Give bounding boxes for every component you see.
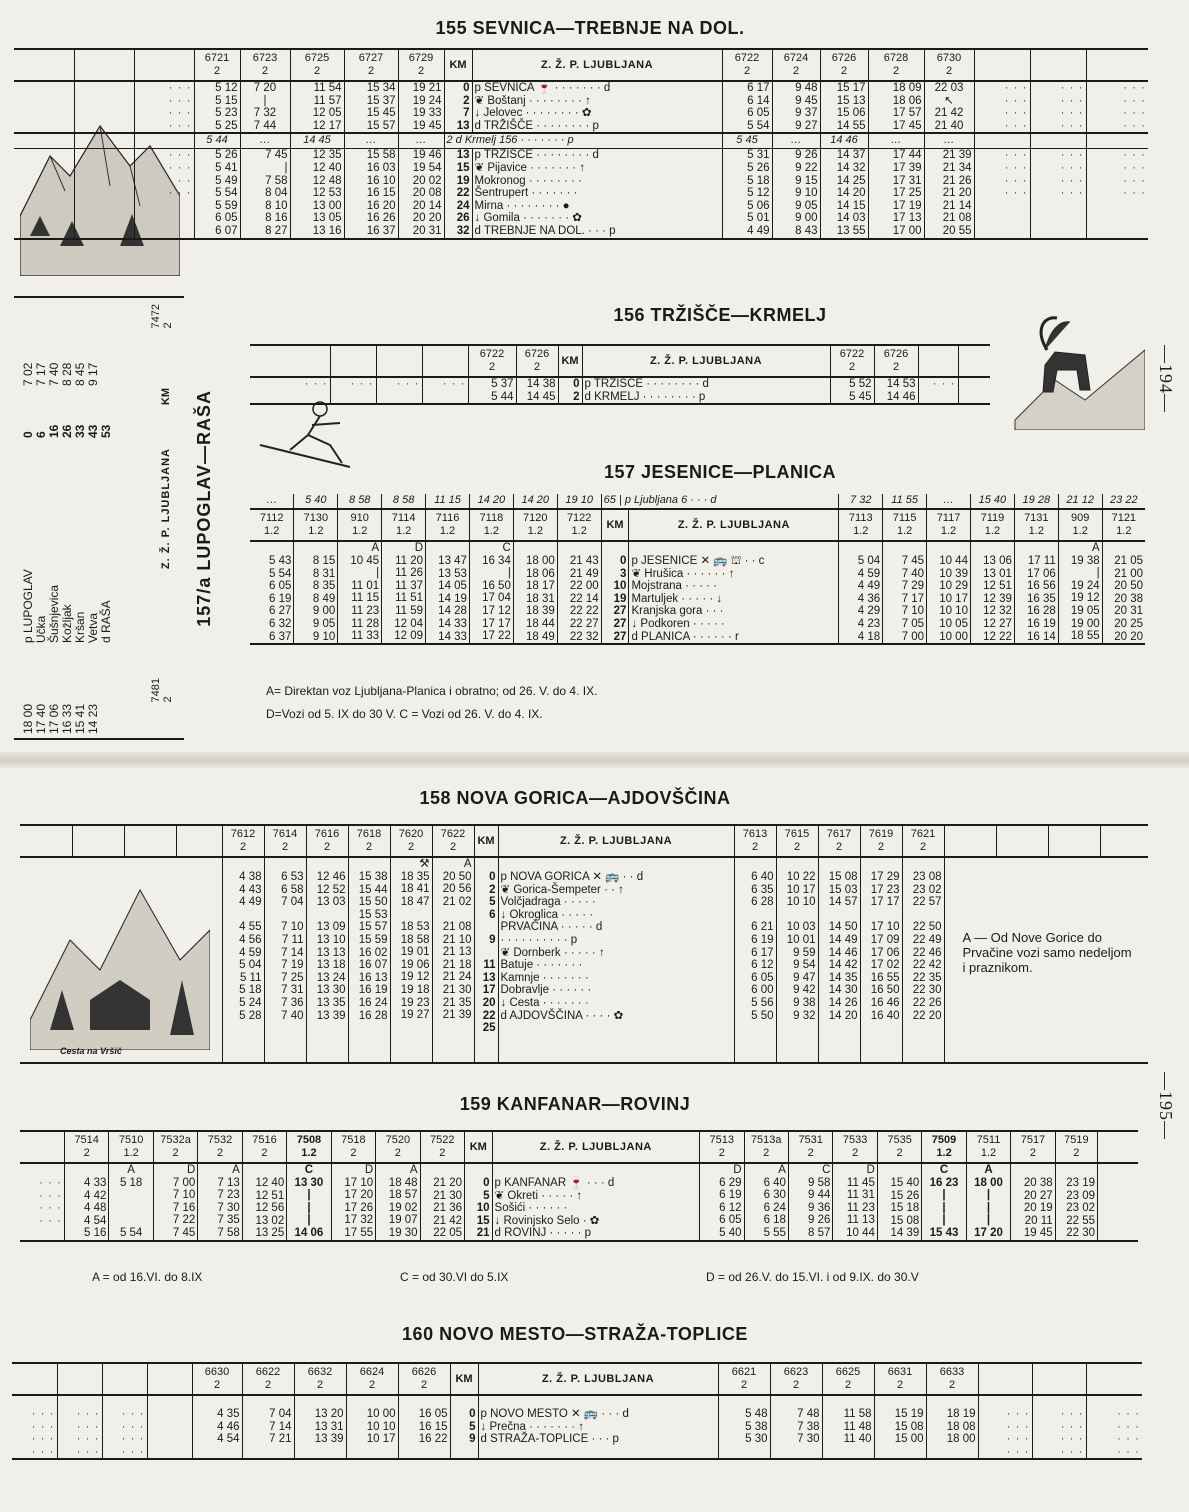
time-column: C 13 30 | | | 14 06 [287,1163,331,1241]
train-number: 7532a 2 [153,1131,197,1163]
table-157-note-1: A= Direktan voz Ljubljana-Planica i obratno; od 26. V. do 4. IX. [266,684,598,698]
table-159-note-d: D = od 26.V. do 15.VI. i od 9.IX. do 30.V [706,1270,919,1284]
table-157 [250,494,1145,645]
page-number-195: —195— [1156,1072,1176,1140]
time-column: 7 45 | 7 58 8 04 8 10 8 16 8 27 [240,149,290,239]
page-number-194: —194— [1156,345,1176,413]
km-column: 0 2 5 6 9 11 13 17 20 22 25 [474,857,498,1063]
train-number: 6730 2 [924,49,974,81]
km-column: 0 3 10 19 27 27 27 [601,541,629,644]
krmelj-connection: 2 d Krmelj 156 · · · · · · · p [444,133,722,149]
time-column: 18 19 18 08 18 00 [926,1395,978,1459]
station-list: p SEVNICA 🍷 · · · · · · · d ❦ Boštanj · · · · · · · · ↑ ↓ Jelovec · · · · · · · · ✿ d TRŽIŠČE · · · · · · · · p [472,81,722,133]
time-cell: 14 46 [820,133,868,149]
time-cell: … [398,133,444,149]
time-column: D 7 00 7 10 7 16 7 22 7 45 [153,1163,197,1241]
time-cell: … [772,133,820,149]
km-column: 0 2 7 13 [444,81,472,133]
railway-owner: Z. Ž. P. LJUBLJANA [160,448,172,570]
train-number: 6621 2 [718,1363,770,1395]
train-number: 7615 2 [776,825,818,857]
train-number: 7118 1.2 [469,509,513,541]
time-column: 5 26 5 41 5 49 5 54 5 59 6 05 6 07 [194,149,240,239]
time-cell: 5 40 [294,494,338,509]
train-number: 6630 2 [192,1363,242,1395]
time-cell: 8 58 [382,494,426,509]
time-column: C 9 58 9 44 9 36 9 26 8 57 [788,1163,832,1241]
time-column: 13 47 13 53 14 05 14 19 14 28 14 33 14 33 [426,541,470,644]
time-column: 5 43 5 54 6 05 6 19 6 27 6 32 6 37 [250,541,294,644]
km-column: 0 5 9 [450,1395,478,1459]
train-number: 7531 2 [788,1131,832,1163]
time-column: 12 46 12 52 13 03 13 09 13 10 13 13 13 18 13 24 13 30 13 35 13 39 [306,857,348,1063]
time-column: 15 34 15 37 15 45 15 57 [344,81,398,133]
train-number: 7130 1.2 [294,509,338,541]
page-195 [0,762,1189,1512]
table-157-note-2: D=Vozi od 5. IX do 30 V. C = Vozi od 26. V. do 4. IX. [266,707,543,721]
table-159 [20,1130,1138,1242]
train-number: 7511 1.2 [966,1131,1010,1163]
table-156-title: 156 TRŽIŠČE—KRMELJ [613,305,827,325]
train-number: 7122 1.2 [557,509,601,541]
time-column: 20 38 20 27 20 19 20 11 19 45 [1011,1163,1055,1241]
time-column: 5 37 5 44 [468,377,516,404]
time-cell: 14 20 [513,494,557,509]
table-159-header [20,1131,1138,1163]
station-list: p NOVO MESTO ✕ 🚌 · · · d ↓ Prečna · · · · · · · ↑ d STRAŽA-TOPLICE · · · p [478,1395,718,1459]
time-column: D 11 20 11 26 11 37 11 51 11 59 12 04 12 09 [382,541,426,644]
empty-cell: · · · · · · · · · · · · [974,81,1030,133]
empty-cell: · · · · · · · · · · · · [12,1395,57,1459]
time-column: 17 11 17 06 16 56 16 35 16 28 16 19 16 14 [1014,541,1058,644]
table-155-krmelj-row [14,133,1148,149]
train-number: 7614 2 [264,825,306,857]
time-cell: 11 55 [883,494,927,509]
time-cell: … [250,494,294,509]
time-cell: 5 45 [722,133,772,149]
train-number: 6728 2 [868,49,924,81]
train-number: 6725 2 [290,49,344,81]
time-column: 18 09 18 06 17 57 17 45 [868,81,924,133]
table-158-header [20,825,1148,857]
train-number: 7115 1.2 [883,509,927,541]
time-column: 9 26 9 22 9 15 9 10 9 05 9 00 8 43 [772,149,820,239]
railway-owner: Z. Ž. P. LJUBLJANA [492,1131,700,1163]
time-column: 4 35 4 46 4 54 [192,1395,242,1459]
train-number: 7513 2 [700,1131,744,1163]
time-column: 7 20 | 7 32 7 44 [240,81,290,133]
time-cell: 19 28 [1014,494,1058,509]
table-159-note-c: C = od 30.VI do 5.IX [400,1270,509,1284]
time-column: 18 00 18 06 18 17 18 31 18 39 18 44 18 49 [513,541,557,644]
empty-cell: · · · · · · · · · · · · [57,1395,102,1459]
time-column: 5 31 5 26 5 18 5 12 5 06 5 01 4 49 [722,149,772,239]
time-column: 5 48 5 38 5 30 [718,1395,770,1459]
empty-cell: · · · · · · · · · · · · [1030,81,1086,133]
time-column: A 7 13 7 23 7 30 7 35 7 58 [198,1163,242,1241]
time-column: 5 52 5 45 [830,377,874,404]
empty-cell: · · · [918,377,958,404]
train-number: 7612 2 [222,825,264,857]
time-cell: 8 58 [338,494,382,509]
table-156-body [250,377,990,404]
train-number: 7113 1.2 [839,509,883,541]
table-157-title: 157 JESENICE—PLANICA [603,462,837,482]
railway-owner: Z. Ž. P. LJUBLJANA [629,509,839,541]
train-number: 6633 2 [926,1363,978,1395]
table-160-title: 160 NOVO MESTO—STRAŽA-TOPLICE [402,1324,748,1344]
time-column: A 10 45 | 11 01 11 15 11 23 11 28 11 33 [338,541,382,644]
train-number: 7532 2 [198,1131,242,1163]
km-column: 0 2 [558,377,582,404]
time-cell: 23 22 [1102,494,1145,509]
time-column: 23 08 23 02 22 57 22 50 22 49 22 46 22 42 22 35 22 30 22 26 22 20 [902,857,944,1063]
km-column: 13 15 19 22 24 26 32 [444,149,472,239]
time-column: 10 44 10 39 10 29 10 17 10 10 10 05 10 00 [927,541,971,644]
ibex-illustration [995,310,1145,430]
time-column: 5 04 4 59 4 49 4 36 4 29 4 23 4 18 [839,541,883,644]
time-column: 21 20 21 30 21 36 21 42 22 05 [420,1163,464,1241]
time-column: 7 45 7 40 7 29 7 17 7 10 7 05 7 00 [883,541,927,644]
table-157a [14,296,184,740]
km-header: KM [444,49,472,81]
time-column: A 6 40 6 30 6 24 6 18 5 55 [744,1163,788,1241]
empty-cell: · · · · · · · · · · · · [1086,1395,1142,1459]
time-column: D 6 29 6 19 6 12 6 05 5 40 [700,1163,744,1241]
empty-cell: · · · · · · · · · · · · [1086,149,1148,239]
train-number: 7112 1.2 [250,509,294,541]
time-cell: … [927,494,971,509]
empty-cell: · · · [330,377,376,404]
time-cell: 19 10 [557,494,601,509]
km-header: KM [160,388,172,406]
empty-cell: · · · · · · · · · · · · [1030,149,1086,239]
vrsic-road-illustration [30,870,210,1050]
time-cell: 11 15 [426,494,470,509]
illustration-cell [20,857,222,1063]
time-cell: 7 32 [839,494,883,509]
time-column: 15 19 15 08 15 00 [874,1395,926,1459]
train-number: 7622 2 [432,825,474,857]
time-cell: 14 45 [290,133,344,149]
station-list: p LUPOGLAV Učka Šušnjevica Kožljak Kršan Vetva d RAŠA [21,569,113,643]
train-number: 7514 2 [64,1131,108,1163]
empty-cell: · · · [250,377,330,404]
time-column: 17 29 17 23 17 17 17 10 17 09 17 06 17 02 16 55 16 50 16 46 16 40 [860,857,902,1063]
time-column: 22 03 ↖ 21 42 21 40 [924,81,974,133]
station-list: p KANFANAR 🍷 · · · d ❦ Okreti · · · · · ↑ Sošići · · · · · · ↓ Rovinjsko Selo · ✿ d ROVINJ · · · · · p [492,1163,700,1241]
time-column: 14 53 14 46 [874,377,918,404]
train-number: 910 1.2 [338,509,382,541]
time-cell: 14 20 [469,494,513,509]
empty-cell: · · · · · · · · · · · · [1032,1395,1086,1459]
train-number: 7613 2 [734,825,776,857]
time-column: 15 38 15 44 15 50 15 53 15 57 15 59 16 02 16 07 16 13 16 19 16 24 16 28 [348,857,390,1063]
time-column: 9 48 9 45 9 37 9 27 [772,81,820,133]
table-159-title: 159 KANFANAR—ROVINJ [459,1094,691,1114]
train-number: 6723 2 [240,49,290,81]
time-column: 4 33 4 42 4 48 4 54 5 16 [64,1163,108,1241]
table-155 [14,48,1148,240]
train-number: 7116 1.2 [426,509,470,541]
train-number: 6625 2 [822,1363,874,1395]
train-number: 6729 2 [398,49,444,81]
train-number: 909 1.2 [1058,509,1102,541]
time-column: A 18 48 18 57 19 02 19 07 19 30 [376,1163,420,1241]
time-column: A 19 38 | 19 24 19 12 19 05 19 00 18 55 [1058,541,1102,644]
train-number: 7621 2 [902,825,944,857]
train-number: 7114 1.2 [382,509,426,541]
empty-cell: · · · [376,377,422,404]
table-157-header [250,509,1145,541]
time-column: 16 05 16 15 16 22 [398,1395,450,1459]
km-header: KM [450,1363,478,1395]
time-column: 4 38 4 43 4 49 4 55 4 56 4 59 5 04 5 11 5 18 5 24 5 28 [222,857,264,1063]
train-number: 7620 2 [390,825,432,857]
empty-cell: · · · [422,377,468,404]
table-157a-title: 157/a LUPOGLAV—RAŠA [194,390,214,627]
time-column: 15 17 15 13 15 06 14 55 [820,81,868,133]
train-number: 6632 2 [294,1363,346,1395]
time-column: 8 15 8 31 8 35 8 49 9 00 9 05 9 10 [294,541,338,644]
time-column: C 16 34 | 16 50 17 04 17 12 17 17 17 22 [469,541,513,644]
time-column: 19 46 19 54 20 02 20 08 20 14 20 20 20 31 [398,149,444,239]
station-list: p JESENICE ✕ 🚌 ⛫ · · c ❦ Hrušica · · · · · · ↑ Mojstrana · · · · · Martuljek · · · · · ↓ Kranjska gora · · · ↓ Podkoren · · · · · d PLANICA · · · · · · r [629,541,839,644]
station-list: p TRŽIŠČE · · · · · · · · d d KRMELJ · · · · · · · · p [582,377,830,404]
empty-cell: · · · · · · · · · · · · [974,149,1030,239]
empty-cell: · · · · · · · · · · · · [134,149,194,239]
empty-cell: · · · · · · · · · · · · [1086,81,1148,133]
time-cell: 21 12 [1058,494,1102,509]
time-column: C 16 23 | | | 15 43 [922,1163,966,1241]
train-number: 7516 2 [242,1131,286,1163]
train-number: 7121 1.2 [1102,509,1145,541]
table-160 [12,1362,1142,1460]
table-158-side-note: A — Od Nove Gorice do Prvačine vozi samo nedeljom i praznikom. [962,930,1132,975]
time-column: 15 40 15 26 15 18 15 08 14 39 [877,1163,921,1241]
time-column: 11 54 11 57 12 05 12 17 [290,81,344,133]
train-number: 6721 2 [194,49,240,81]
km-header: KM [558,345,582,377]
train-number: 7510 1.2 [109,1131,153,1163]
train-number: 6726 2 [874,345,918,377]
time-cell: … [240,133,290,149]
train-number: 7119 1.2 [970,509,1014,541]
time-column: 13 20 13 31 13 39 [294,1395,346,1459]
time-column: 7 48 7 38 7 30 [770,1395,822,1459]
time-column: 11 58 11 48 11 40 [822,1395,874,1459]
time-column: 21 43 21 49 22 00 22 14 22 22 22 27 22 32 [557,541,601,644]
time-column: 6 53 6 58 7 04 7 10 7 11 7 14 7 19 7 25 7 31 7 36 7 40 [264,857,306,1063]
train-number: 7131 1.2 [1014,509,1058,541]
train-number: 7472 2 [150,304,174,329]
time-column: 15 08 15 03 14 57 14 50 14 49 14 46 14 42 14 35 14 30 14 26 14 20 [818,857,860,1063]
empty-cell: · · · · · · · · · · · · [134,81,194,133]
time-column: A 5 18 5 54 [109,1163,153,1241]
train-number: 6724 2 [772,49,820,81]
table-155-upper [14,81,1148,133]
train-number: 6622 2 [242,1363,294,1395]
table-157-ljubljana-row [250,494,1145,509]
time-column: 17 44 17 39 17 31 17 25 17 19 17 13 17 00 [868,149,924,239]
time-column: A 18 00 | | | 17 20 [966,1163,1010,1241]
railway-owner: Z. Ž. P. LJUBLJANA [478,1363,718,1395]
time-cell: … [344,133,398,149]
table-159-body [20,1163,1138,1241]
train-number: 7619 2 [860,825,902,857]
train-number: 7117 1.2 [927,509,971,541]
train-number: 6722 2 [468,345,516,377]
time-column: 19 21 19 24 19 33 19 45 [398,81,444,133]
time-column: 12 40 12 51 12 56 13 02 13 25 [242,1163,286,1241]
time-column: 14 38 14 45 [516,377,558,404]
empty-cell: · · · · · · · · · · · · [102,1395,147,1459]
km-column: 0 5 10 15 21 [465,1163,493,1241]
time-column: 5 12 5 15 5 23 5 25 [194,81,240,133]
km-header: KM [601,509,629,541]
time-cell: … [868,133,924,149]
table-158-body [20,857,1148,1063]
km-column: 0 6 16 26 33 43 53 [21,424,113,438]
train-number: 7520 2 [376,1131,420,1163]
train-number: 7535 2 [877,1131,921,1163]
train-number: 7518 2 [331,1131,375,1163]
times-column-b: 18 00 17 40 17 06 16 33 15 41 14 23 [21,703,100,734]
time-column: 10 00 10 10 10 17 [346,1395,398,1459]
time-column: 7 04 7 14 7 21 [242,1395,294,1459]
time-column: 23 19 23 09 23 02 22 55 22 30 [1055,1163,1097,1241]
train-number: 6726 2 [516,345,558,377]
train-number: 7616 2 [306,825,348,857]
time-column: 6 17 6 14 6 05 5 54 [722,81,772,133]
times-column-a: 7 02 7 17 7 40 8 28 8 45 9 17 [21,362,100,386]
train-number: 6722 2 [722,49,772,81]
time-column: 13 06 13 01 12 51 12 39 12 32 12 27 12 22 [970,541,1014,644]
train-number: 7533 2 [833,1131,877,1163]
time-column: A 20 50 20 56 21 02 21 08 21 10 21 13 21 18 21 24 21 30 21 35 21 39 [432,857,474,1063]
railway-owner: Z. Ž. P. LJUBLJANA [582,345,830,377]
time-column: 12 35 12 40 12 48 12 53 13 00 13 05 13 16 [290,149,344,239]
table-155-lower [14,149,1148,239]
train-number: 6624 2 [346,1363,398,1395]
side-note-cell [944,857,1148,1063]
km-header: KM [465,1131,493,1163]
table-155-header [14,49,1148,81]
table-156-header [250,345,990,377]
empty-cell: · · · · · · · · · · · · [978,1395,1032,1459]
train-number: 6626 2 [398,1363,450,1395]
train-number: 7120 1.2 [513,509,557,541]
time-column: D 17 10 17 20 17 26 17 32 17 55 [331,1163,375,1241]
station-list: p TRŽIŠČE · · · · · · · · d ❦ Pijavice · · · · · · · ↑ Mokronog · · · · · · · · Šentrupert · · · · · · · Mirna · · · · · · · · ● ↓ Gomila · · · · · · · ✿ d TREBNJE NA DOL. · · · p [472,149,722,239]
train-number: 6631 2 [874,1363,926,1395]
table-160-header [12,1363,1142,1395]
train-number: 7508 1.2 [287,1131,331,1163]
table-159-note-a: A = od 16.VI. do 8.IX [92,1270,203,1284]
time-cell: … [924,133,974,149]
train-number: 7481 2 [150,678,174,703]
time-column: 6 40 6 35 6 28 6 21 6 19 6 17 6 12 6 05 6 00 5 56 5 50 [734,857,776,1063]
table-156 [250,344,990,405]
railway-owner: Z. Ž. P. LJUBLJANA [498,825,734,857]
railway-owner: Z. Ž. P. LJUBLJANA [472,49,722,81]
train-number: 7513a 2 [744,1131,788,1163]
train-number: 6722 2 [830,345,874,377]
time-column: 14 37 14 32 14 25 14 20 14 15 14 03 13 55 [820,149,868,239]
time-cell: 5 44 [194,133,240,149]
time-column: 15 58 16 03 16 10 16 15 16 20 16 26 16 37 [344,149,398,239]
time-column: 10 22 10 17 10 10 10 03 10 01 9 59 9 54 9 47 9 42 9 38 9 32 [776,857,818,1063]
empty-cell: · · · · · · · · · · · · [20,1163,64,1241]
train-number: 6726 2 [820,49,868,81]
train-number: 7522 2 [420,1131,464,1163]
train-number: 7617 2 [818,825,860,857]
train-number: 7618 2 [348,825,390,857]
skier-illustration [250,395,360,470]
train-number: 7509 1.2 [922,1131,966,1163]
time-column: 21 39 21 34 21 26 21 20 21 14 21 08 20 55 [924,149,974,239]
km-header: KM [474,825,498,857]
time-column: D 11 45 11 31 11 23 11 13 10 44 [833,1163,877,1241]
table-160-body [12,1395,1142,1459]
table-158 [20,824,1148,1064]
train-number: 7517 2 [1011,1131,1055,1163]
ljubljana-connection: 65 | p Ljubljana 6 · · · d [601,494,839,509]
table-157-body [250,541,1145,644]
train-number: 6727 2 [344,49,398,81]
time-cell: 15 40 [970,494,1014,509]
train-number: 7519 2 [1055,1131,1097,1163]
time-column: ⚒ 18 35 18 41 18 47 18 53 18 58 19 01 19 06 19 12 19 18 19 23 19 27 [390,857,432,1063]
train-number: 6623 2 [770,1363,822,1395]
table-158-title: 158 NOVA GORICA—AJDOVŠČINA [419,788,731,808]
table-155-title: 155 SEVNICA—TREBNJE NA DOL. [435,18,745,38]
time-column: 21 05 21 00 20 50 20 38 20 31 20 25 20 20 [1102,541,1145,644]
station-list: p NOVA GORICA ✕ 🚌 · · d ❦ Gorica-Šempeter · · ↑ Volčjadraga · · · · · ↓ Okroglica · · · · · PRVAČINA · · · · · d · · · · · · · · · · p ❦ Dornberk · · · · · ↑ Batuje · · · · · · · Kamnje · · · · · · · Dobravlje · · · · · · ↓ Cesta · · · · · · · d AJDOVŠČINA · · · · ✿ [498,857,734,1063]
illustration-caption: Cesta na Vršič [60,1046,122,1057]
